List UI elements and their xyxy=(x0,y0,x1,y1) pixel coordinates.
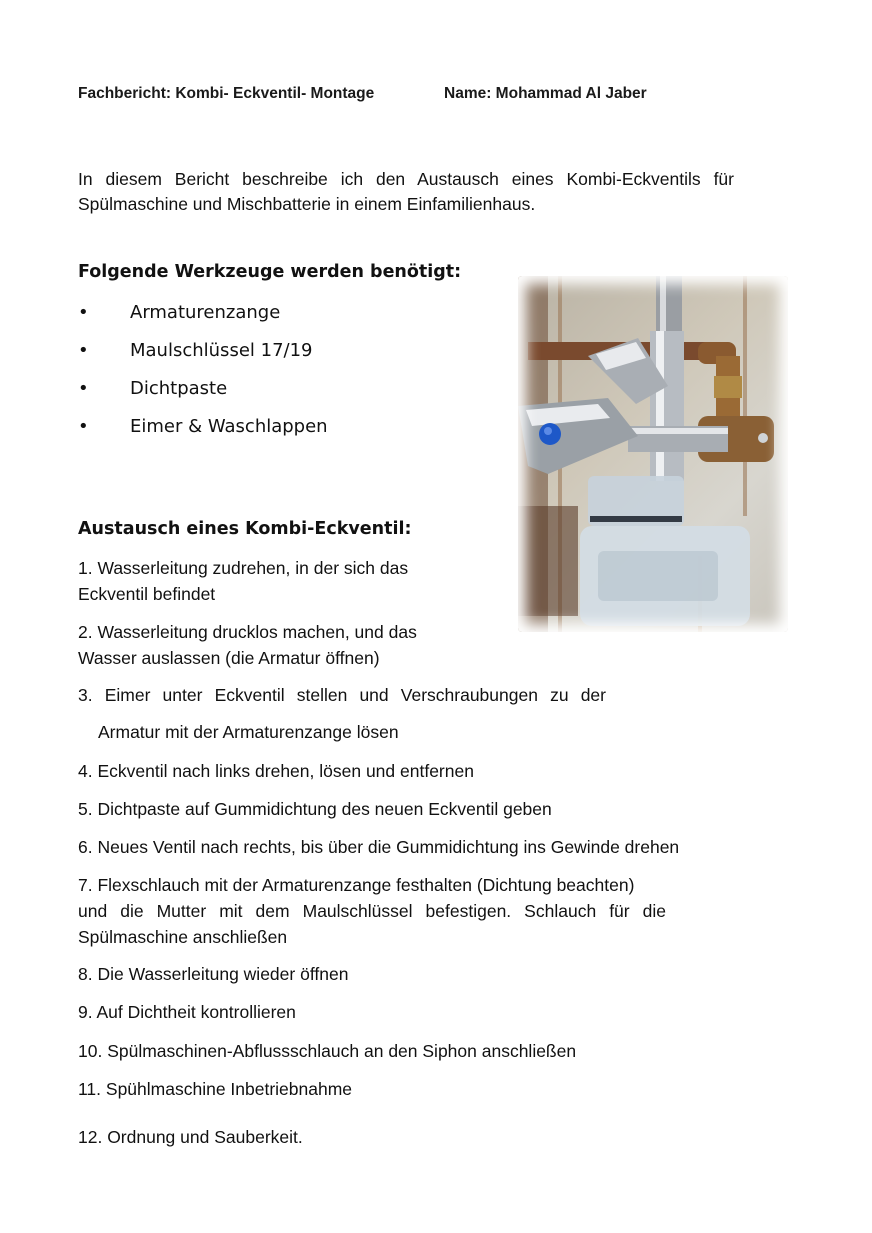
step-line: 1. Wasserleitung zudrehen, in der sich das xyxy=(78,558,409,578)
step-4: 4. Eckventil nach links drehen, lösen und entfernen xyxy=(78,761,474,781)
step-1 xyxy=(78,555,408,607)
bullet-icon: • xyxy=(78,378,89,399)
step-9: 9. Auf Dichtheit kontrollieren xyxy=(78,1002,296,1022)
step-line: 7. Flexschlauch mit der Armaturenzange festhalten (Dichtung beachten) xyxy=(78,875,635,895)
procedure-heading: Austausch eines Kombi-Eckventil: xyxy=(78,519,412,539)
step-12: 12. Ordnung und Sauberkeit. xyxy=(78,1127,303,1147)
step-10: 10. Spülmaschinen-Abflussschlauch an den Siphon anschließen xyxy=(78,1041,577,1061)
step-7 xyxy=(78,872,666,950)
step-line: 3. Eimer unter Eckventil stellen und Verschraubungen zu der xyxy=(78,685,606,705)
step-8: 8. Die Wasserleitung wieder öffnen xyxy=(78,964,349,984)
step-line: Eckventil befindet xyxy=(78,584,216,604)
tool-label: Dichtpaste xyxy=(130,378,228,399)
valve-photo xyxy=(518,276,788,632)
bullet-icon: • xyxy=(78,302,89,323)
tools-heading: Folgende Werkzeuge werden benötigt: xyxy=(78,262,462,282)
step-11: 11. Spühlmaschine Inbetriebnahme xyxy=(78,1079,353,1099)
tool-label: Maulschlüssel 17/19 xyxy=(130,340,313,361)
tool-label: Eimer & Waschlappen xyxy=(130,416,328,437)
step-5: 5. Dichtpaste auf Gummidichtung des neuen Eckventil geben xyxy=(78,799,552,819)
bullet-icon: • xyxy=(78,340,89,361)
step-line: Wasser auslassen (die Armatur öffnen) xyxy=(78,648,380,668)
author-name: Name: Mohammad Al Jaber xyxy=(444,85,647,102)
report-title: Fachbericht: Kombi- Eckventil- Montage xyxy=(78,85,375,102)
intro-paragraph: In diesem Bericht beschreibe ich den Austausch eines Kombi-Eckventils für Spülmaschine und Mischbatterie in einem Einfamilienhaus. xyxy=(78,169,734,214)
tool-label: Armaturenzange xyxy=(130,302,281,323)
step-line: 2. Wasserleitung drucklos machen, und das xyxy=(78,622,417,642)
step-line: und die Mutter mit dem Maulschlüssel befestigen. Schlauch für die xyxy=(78,901,666,921)
step-2 xyxy=(78,619,417,671)
step-3 xyxy=(78,682,606,745)
step-line: Armatur mit der Armaturenzange lösen xyxy=(98,722,399,742)
step-6: 6. Neues Ventil nach rechts, bis über die Gummidichtung ins Gewinde drehen xyxy=(78,837,680,857)
step-line: Spülmaschine anschließen xyxy=(78,927,288,947)
bullet-icon: • xyxy=(78,416,89,437)
